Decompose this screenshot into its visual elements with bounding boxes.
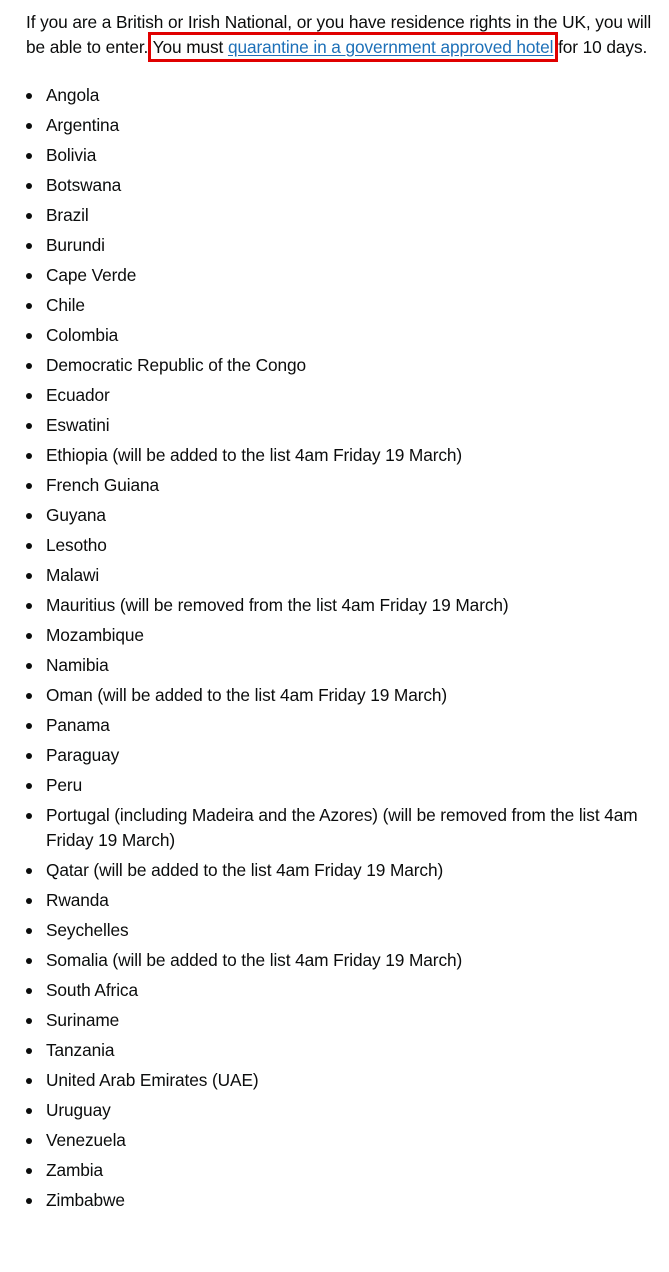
country-name: Democratic Republic of the Congo (46, 355, 306, 375)
country-name: Mauritius (will be removed from the list 4am Friday 19 March) (46, 595, 509, 615)
country-name: Cape Verde (46, 265, 137, 285)
list-item (26, 593, 666, 618)
country-name: United Arab Emirates (UAE) (46, 1070, 259, 1090)
bullet-icon (26, 213, 32, 219)
list-item (26, 443, 666, 468)
intro-text: If you are a British or Irish National, or you have residence rights in the UK, you will be able to enter. (26, 12, 652, 57)
bullet-icon (26, 603, 32, 609)
bullet-icon (26, 1168, 32, 1174)
bullet-icon (26, 1018, 32, 1024)
list-item (26, 473, 666, 498)
country-name: Argentina (46, 115, 120, 135)
list-item (26, 858, 666, 883)
country-name: Ecuador (46, 385, 110, 405)
country-name: Brazil (46, 205, 89, 225)
bullet-icon (26, 93, 32, 99)
bullet-icon (26, 928, 32, 934)
highlighted-instruction (153, 37, 554, 57)
list-item (26, 978, 666, 1003)
list-item (26, 383, 666, 408)
list-item (26, 713, 666, 738)
list-item (26, 143, 666, 168)
country-name: Ethiopia (will be added to the list 4am Friday 19 March) (46, 445, 463, 465)
list-item (26, 773, 666, 798)
bullet-icon (26, 663, 32, 669)
country-name: Tanzania (46, 1040, 115, 1060)
bullet-icon (26, 573, 32, 579)
list-item (26, 353, 666, 378)
bullet-icon (26, 1048, 32, 1054)
country-name: Eswatini (46, 415, 110, 435)
bullet-icon (26, 1138, 32, 1144)
country-name: Lesotho (46, 535, 107, 555)
main-content (26, 10, 666, 1218)
list-item (26, 233, 666, 258)
list-item (26, 1158, 666, 1183)
country-name: Uruguay (46, 1100, 111, 1120)
bullet-icon (26, 423, 32, 429)
list-item (26, 1098, 666, 1123)
country-name: South Africa (46, 980, 138, 1000)
list-item (26, 533, 666, 558)
list-item (26, 413, 666, 438)
list-item (26, 743, 666, 768)
bullet-icon (26, 513, 32, 519)
bullet-icon (26, 868, 32, 874)
country-name: Panama (46, 715, 110, 735)
list-item (26, 623, 666, 648)
country-name: Angola (46, 85, 100, 105)
country-name: Paraguay (46, 745, 120, 765)
bullet-icon (26, 898, 32, 904)
list-item (26, 503, 666, 528)
country-list (26, 83, 666, 1213)
bullet-icon (26, 753, 32, 759)
country-name: Oman (will be added to the list 4am Friday 19 March) (46, 685, 448, 705)
list-item (26, 203, 666, 228)
instruction-prefix: You must (152, 37, 228, 57)
country-name: Rwanda (46, 890, 109, 910)
list-item (26, 323, 666, 348)
list-item (26, 1128, 666, 1153)
list-item (26, 263, 666, 288)
list-item (26, 113, 666, 138)
bullet-icon (26, 243, 32, 249)
country-name: Somalia (will be added to the list 4am Friday 19 March) (46, 950, 463, 970)
country-name: Colombia (46, 325, 119, 345)
country-name: Botswana (46, 175, 122, 195)
country-name: French Guiana (46, 475, 160, 495)
bullet-icon (26, 153, 32, 159)
bullet-icon (26, 333, 32, 339)
country-name: Suriname (46, 1010, 120, 1030)
country-name: Namibia (46, 655, 109, 675)
list-item (26, 1188, 666, 1213)
country-name: Bolivia (46, 145, 97, 165)
country-name: Chile (46, 295, 85, 315)
bullet-icon (26, 393, 32, 399)
bullet-icon (26, 693, 32, 699)
bullet-icon (26, 183, 32, 189)
bullet-icon (26, 783, 32, 789)
bullet-icon (26, 303, 32, 309)
list-item (26, 563, 666, 588)
country-name: Portugal (including Madeira and the Azores) (will be removed from the list 4am Friday 19 March) (46, 805, 638, 850)
country-name: Qatar (will be added to the list 4am Friday 19 March) (46, 860, 444, 880)
bullet-icon (26, 1078, 32, 1084)
country-name: Guyana (46, 505, 106, 525)
bullet-icon (26, 813, 32, 819)
bullet-icon (26, 453, 32, 459)
bullet-icon (26, 958, 32, 964)
list-item (26, 918, 666, 943)
list-item (26, 803, 666, 853)
bullet-icon (26, 363, 32, 369)
bullet-icon (26, 483, 32, 489)
country-name: Venezuela (46, 1130, 126, 1150)
list-item (26, 683, 666, 708)
bullet-icon (26, 123, 32, 129)
list-item (26, 1038, 666, 1063)
list-item (26, 653, 666, 678)
bullet-icon (26, 988, 32, 994)
country-name: Zambia (46, 1160, 104, 1180)
list-item (26, 293, 666, 318)
list-item (26, 1008, 666, 1033)
bullet-icon (26, 273, 32, 279)
bullet-icon (26, 633, 32, 639)
intro-paragraph (26, 10, 666, 60)
country-name: Mozambique (46, 625, 144, 645)
list-item (26, 948, 666, 973)
list-item (26, 1068, 666, 1093)
country-name: Peru (46, 775, 83, 795)
list-item (26, 888, 666, 913)
country-name: Burundi (46, 235, 105, 255)
country-name: Malawi (46, 565, 100, 585)
bullet-icon (26, 543, 32, 549)
list-item (26, 83, 666, 108)
country-name: Seychelles (46, 920, 129, 940)
quarantine-hotel-link[interactable]: quarantine in a government approved hotel (227, 37, 554, 57)
bullet-icon (26, 1198, 32, 1204)
bullet-icon (26, 1108, 32, 1114)
bullet-icon (26, 723, 32, 729)
list-item (26, 173, 666, 198)
country-name: Zimbabwe (46, 1190, 125, 1210)
intro-text-after: for 10 days. (558, 37, 648, 57)
